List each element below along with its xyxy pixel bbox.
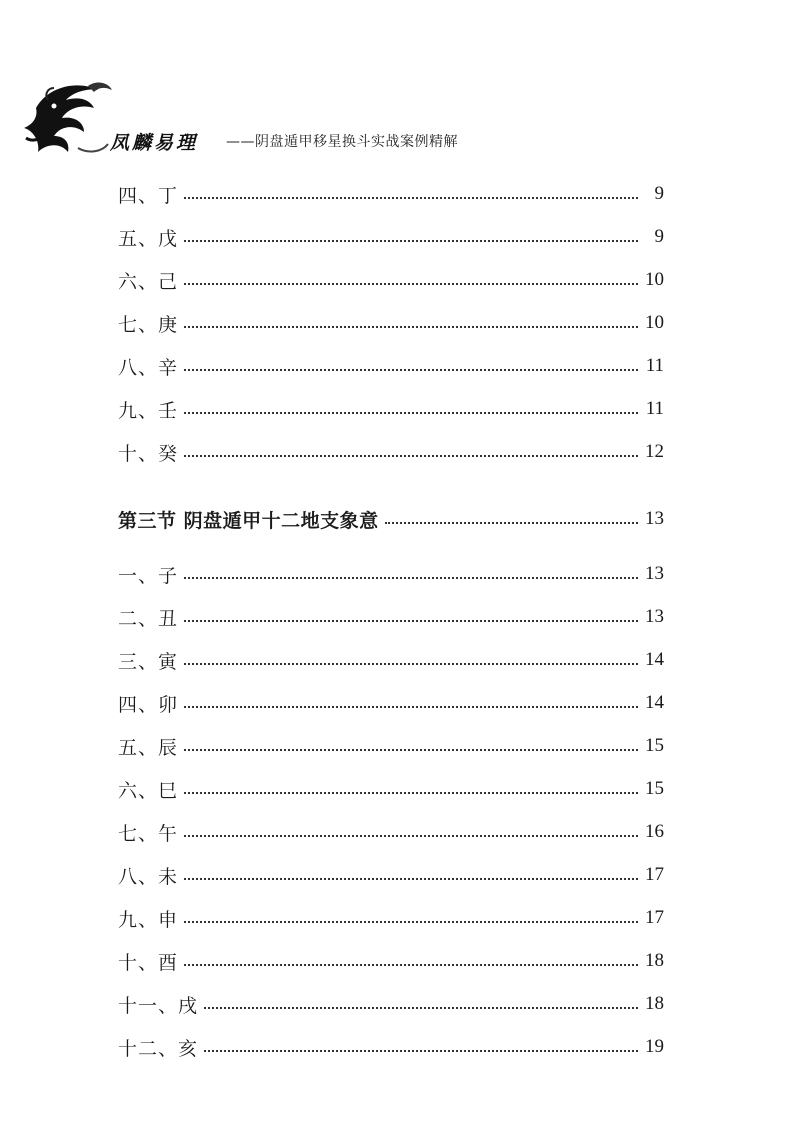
dot-leader bbox=[184, 412, 638, 414]
toc-entry-label: 四、卯 bbox=[118, 693, 179, 716]
toc-page-number: 15 bbox=[645, 735, 664, 756]
dot-leader bbox=[385, 522, 638, 524]
toc-entry[interactable] bbox=[118, 773, 664, 805]
toc-entry-label: 六、己 bbox=[118, 270, 179, 293]
toc-entry-label: 五、辰 bbox=[118, 736, 179, 759]
toc-page-number: 17 bbox=[645, 907, 664, 928]
toc-entry-label: 八、未 bbox=[118, 865, 179, 888]
dot-leader bbox=[184, 878, 638, 880]
dot-leader bbox=[184, 749, 638, 751]
toc-section-label: 第三节 阴盘遁甲十二地支象意 bbox=[118, 509, 379, 532]
toc-page-number: 15 bbox=[645, 778, 664, 799]
toc-entry-label: 二、丑 bbox=[118, 607, 179, 630]
toc-entry-label: 六、巳 bbox=[118, 779, 179, 802]
toc-entry-label: 一、子 bbox=[118, 564, 179, 587]
toc-page-number: 11 bbox=[645, 355, 664, 376]
toc-page-number: 12 bbox=[645, 441, 664, 462]
toc-entry[interactable] bbox=[118, 1031, 664, 1063]
toc-entry[interactable] bbox=[118, 558, 664, 590]
toc-entry[interactable] bbox=[118, 178, 664, 210]
toc-entry-label: 十二、亥 bbox=[118, 1037, 199, 1060]
toc-entry[interactable] bbox=[118, 945, 664, 977]
toc-page-number: 14 bbox=[645, 649, 664, 670]
toc-entry[interactable] bbox=[118, 601, 664, 633]
toc-page-number: 11 bbox=[645, 398, 664, 419]
toc-entry-label: 三、寅 bbox=[118, 650, 179, 673]
toc-page-number: 18 bbox=[645, 993, 664, 1014]
dot-leader bbox=[184, 197, 638, 199]
toc-entry[interactable] bbox=[118, 730, 664, 762]
toc-entry-label: 九、申 bbox=[118, 908, 179, 931]
toc-entry[interactable] bbox=[118, 902, 664, 934]
toc-page-number: 9 bbox=[654, 226, 664, 247]
dot-leader bbox=[184, 455, 638, 457]
toc-page-number: 13 bbox=[645, 606, 664, 627]
toc-entry-label: 五、戊 bbox=[118, 227, 179, 250]
dot-leader bbox=[184, 835, 638, 837]
toc-entry-label: 七、庚 bbox=[118, 313, 179, 336]
toc-entry[interactable] bbox=[118, 350, 664, 382]
dot-leader bbox=[184, 369, 638, 371]
toc-entry-label: 十、酉 bbox=[118, 951, 179, 974]
dot-leader bbox=[204, 1050, 638, 1052]
dot-leader bbox=[184, 921, 638, 923]
toc-entry[interactable] bbox=[118, 859, 664, 891]
dot-leader bbox=[204, 1007, 638, 1009]
toc-page-number: 14 bbox=[645, 692, 664, 713]
toc-entry-label: 十、癸 bbox=[118, 442, 179, 465]
toc-page-number: 10 bbox=[645, 312, 664, 333]
toc-entry[interactable] bbox=[118, 436, 664, 468]
toc-entry[interactable] bbox=[118, 687, 664, 719]
dot-leader bbox=[184, 326, 638, 328]
toc-entry[interactable] bbox=[118, 221, 664, 253]
toc-page-number: 19 bbox=[645, 1036, 664, 1057]
toc-entry-label: 八、辛 bbox=[118, 356, 179, 379]
dot-leader bbox=[184, 620, 638, 622]
toc-entry[interactable] bbox=[118, 644, 664, 676]
toc-entry[interactable] bbox=[118, 264, 664, 296]
toc-entry[interactable] bbox=[118, 988, 664, 1020]
dot-leader bbox=[184, 283, 638, 285]
toc-page-number: 16 bbox=[645, 821, 664, 842]
dragon-logo-icon bbox=[18, 78, 118, 168]
running-header bbox=[18, 78, 538, 168]
toc-entry[interactable] bbox=[118, 307, 664, 339]
dot-leader bbox=[184, 792, 638, 794]
toc-entry-label: 七、午 bbox=[118, 822, 179, 845]
toc-entry-label: 四、丁 bbox=[118, 184, 179, 207]
toc-entry[interactable] bbox=[118, 816, 664, 848]
dot-leader bbox=[184, 964, 638, 966]
dot-leader bbox=[184, 663, 638, 665]
toc-entry-label: 十一、戌 bbox=[118, 994, 199, 1017]
brand-title: 凤麟易理 bbox=[110, 132, 199, 154]
toc-entry[interactable] bbox=[118, 393, 664, 425]
toc-page-number: 18 bbox=[645, 950, 664, 971]
toc-page-number: 13 bbox=[645, 508, 664, 529]
toc-page-number: 13 bbox=[645, 563, 664, 584]
dot-leader bbox=[184, 577, 638, 579]
toc-page-number: 9 bbox=[654, 183, 664, 204]
toc-section-heading[interactable] bbox=[118, 503, 664, 535]
dot-leader bbox=[184, 240, 638, 242]
dot-leader bbox=[184, 706, 638, 708]
toc-page-number: 17 bbox=[645, 864, 664, 885]
book-subtitle: ——阴盘遁甲移星换斗实战案例精解 bbox=[226, 134, 458, 150]
toc-entry-label: 九、壬 bbox=[118, 399, 179, 422]
toc-page-number: 10 bbox=[645, 269, 664, 290]
